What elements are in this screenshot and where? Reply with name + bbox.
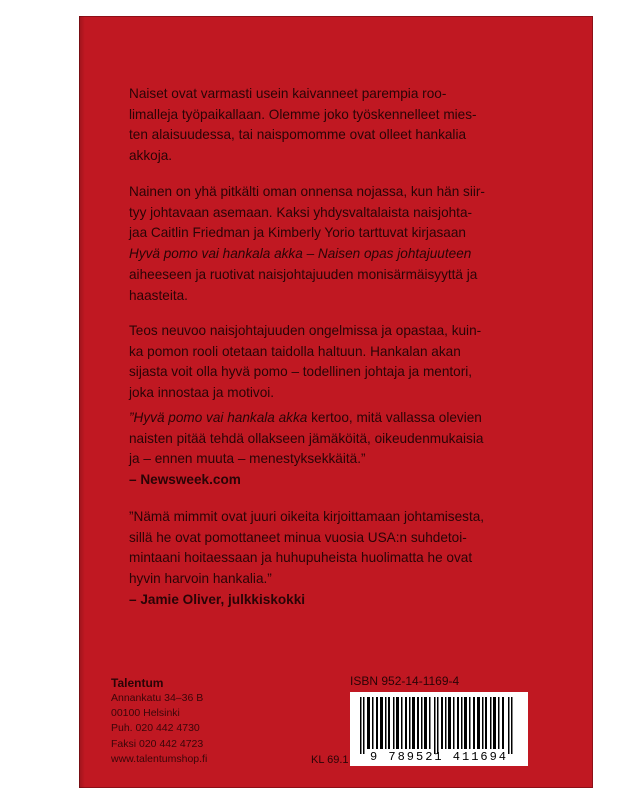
text-line: ja – ennen muuta – menestyksekkäitä.” (129, 451, 366, 467)
publisher-name: Talentum (111, 676, 164, 690)
text-line: hyvin harvoin hankalia.” (129, 571, 272, 587)
text-line: akkoja. (129, 148, 173, 164)
text-line: haasteita. (129, 287, 188, 303)
text-line: ”Nämä mimmit ovat juuri oikeita kirjoittamaan johtamisesta, (129, 509, 485, 524)
text-line: sijasta voit olla hyvä pomo – todellinen johtaja ja mentori, (129, 364, 473, 380)
text-line: sillä he ovat pomottaneet minua vuosia USA:n suhdetoi- (129, 529, 467, 545)
address-line: Puh. 020 442 4730 (111, 722, 200, 735)
address-line: www.talentumshop.fi (111, 752, 208, 765)
classification-code: KL 69.1 (311, 754, 349, 766)
address-line: Faksi 020 442 4723 (111, 737, 204, 750)
text-line: limalleja työpaikallaan. Olemme joko työskennelleet mies- (129, 106, 477, 122)
barcode (350, 692, 528, 766)
text-line: ten alaisuudessa, tai naispomomme ovat olleet hankalia (129, 127, 467, 143)
text-line: Teos neuvoo naisjohtajuuden ongelmissa ja opastaa, kuin- (129, 323, 482, 338)
quoted-title: Hyvä pomo vai hankala akka (133, 410, 308, 425)
text-line: joka innostaa ja motivoi. (129, 385, 275, 401)
text-line: aiheeseen ja ruotivat naisjohtajuuden monisärmäisyyttä ja (129, 266, 478, 282)
text-line: jaa Caitlin Friedman ja Kimberly Yorio tarttuvat kirjasaan (129, 225, 466, 241)
description-paragraph (129, 321, 549, 404)
text-line: Naiset ovat varmasti usein kaivanneet parempia roo- (129, 86, 447, 101)
text-line: Nainen on yhä pitkälti oman onnensa nojassa, kun hän siir- (129, 184, 485, 199)
text-line: ”Hyvä pomo vai hankala akka kertoo, mitä vallassa olevien (129, 410, 482, 425)
book-back-cover (79, 16, 593, 788)
jamie-oliver-quote (129, 507, 549, 611)
quote-attribution: – Newsweek.com (129, 472, 241, 488)
text-line: tyy johtavaan asemaan. Kaksi yhdysvaltalaista naisjohta- (129, 204, 473, 220)
text-line: ka pomon rooli otetaan taidolla haltuun. Hankalan akan (129, 343, 461, 359)
isbn-label: ISBN 952-14-1169-4 (350, 674, 460, 688)
address-line: Annankatu 34–36 B (111, 692, 204, 704)
intro-paragraph (129, 84, 549, 167)
newsweek-quote (129, 408, 549, 491)
barcode-number: 9 789521 411694 (369, 750, 509, 764)
quote-attribution: – Jamie Oliver, julkkiskokki (129, 591, 306, 607)
text-line: naisten pitää tehdä ollakseen jämäköitä, oikeudenmukaisia (129, 430, 484, 446)
authors-paragraph (129, 182, 549, 306)
text-line: mintaani hoitaessaan ja huhupuheista huolimatta he ovat (129, 550, 473, 566)
book-title-line: Hyvä pomo vai hankala akka – Naisen opas johtajuuteen (129, 246, 472, 262)
publisher-address (111, 691, 207, 767)
address-line: 00100 Helsinki (111, 707, 180, 720)
